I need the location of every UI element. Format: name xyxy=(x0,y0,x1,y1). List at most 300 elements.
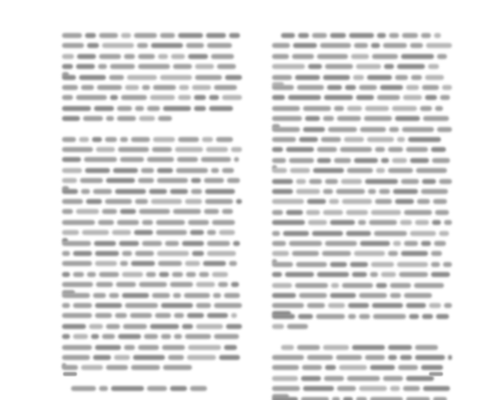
word-blur xyxy=(301,397,329,400)
word-blur xyxy=(62,168,82,173)
word-blur xyxy=(389,33,399,38)
word-blur xyxy=(117,220,139,225)
word-blur xyxy=(431,262,440,267)
text-line xyxy=(272,238,456,248)
word-blur xyxy=(272,220,305,225)
word-blur xyxy=(137,43,148,48)
word-blur xyxy=(95,303,122,308)
word-blur xyxy=(142,241,162,246)
word-blur xyxy=(397,262,428,267)
word-blur xyxy=(212,220,235,225)
word-blur xyxy=(393,189,418,194)
word-blur xyxy=(122,251,132,256)
word-blur xyxy=(320,43,351,48)
word-blur xyxy=(83,116,103,121)
word-blur xyxy=(157,168,173,173)
word-blur xyxy=(398,365,418,370)
word-blur xyxy=(115,313,127,318)
word-blur xyxy=(439,231,449,236)
word-blur xyxy=(381,272,396,277)
text-line xyxy=(62,217,246,227)
word-blur xyxy=(174,334,182,339)
word-blur xyxy=(439,179,452,184)
word-blur xyxy=(368,189,376,194)
word-blur xyxy=(190,386,207,391)
word-blur xyxy=(62,345,92,350)
word-blur xyxy=(375,147,385,152)
text-line xyxy=(62,321,245,331)
word-blur xyxy=(307,303,325,308)
word-blur xyxy=(121,33,131,38)
word-blur xyxy=(226,324,242,329)
word-blur xyxy=(113,168,138,173)
word-blur xyxy=(356,95,374,100)
word-blur xyxy=(431,272,450,277)
word-blur xyxy=(178,137,199,142)
text-line xyxy=(272,290,456,300)
word-blur xyxy=(62,272,70,277)
word-blur xyxy=(144,334,158,339)
word-blur xyxy=(292,54,314,59)
word-blur xyxy=(62,106,91,111)
word-blur xyxy=(373,314,406,319)
word-blur xyxy=(176,168,208,173)
word-blur xyxy=(296,262,327,267)
word-blur xyxy=(201,157,231,162)
word-blur xyxy=(131,261,155,266)
word-blur xyxy=(93,293,106,298)
word-blur xyxy=(93,355,111,360)
word-blur xyxy=(99,54,121,59)
word-blur xyxy=(155,313,171,318)
text-line xyxy=(62,51,246,61)
word-blur xyxy=(156,230,187,235)
word-blur xyxy=(321,137,341,142)
word-blur xyxy=(203,261,226,266)
text-line xyxy=(272,155,453,165)
word-blur xyxy=(402,127,434,132)
text-line xyxy=(62,279,242,289)
right-page-number xyxy=(429,372,443,376)
word-blur xyxy=(62,43,84,48)
text-line xyxy=(272,186,451,196)
word-blur xyxy=(196,324,223,329)
word-blur xyxy=(408,137,441,142)
word-blur xyxy=(399,272,428,277)
word-blur xyxy=(359,386,387,391)
word-blur xyxy=(331,283,339,288)
word-blur xyxy=(99,33,118,38)
word-blur xyxy=(329,199,339,204)
text-line xyxy=(62,362,195,372)
text-line xyxy=(272,248,445,258)
word-blur xyxy=(403,95,422,100)
word-blur xyxy=(162,345,185,350)
word-blur xyxy=(96,282,113,287)
word-blur xyxy=(317,158,331,163)
word-blur xyxy=(272,376,298,381)
word-blur xyxy=(388,355,397,360)
word-blur xyxy=(421,365,443,370)
text-line xyxy=(62,61,239,71)
word-blur xyxy=(295,283,328,288)
word-blur xyxy=(330,220,355,225)
word-blur xyxy=(62,293,90,298)
word-blur xyxy=(233,241,240,246)
text-line xyxy=(62,290,243,300)
text-line xyxy=(62,144,245,154)
word-blur xyxy=(323,116,334,121)
word-blur xyxy=(397,137,405,142)
word-blur xyxy=(287,324,308,329)
word-blur xyxy=(433,199,447,204)
word-blur xyxy=(312,231,343,236)
word-blur xyxy=(428,64,439,69)
word-blur xyxy=(297,345,320,350)
word-blur xyxy=(327,85,342,90)
word-blur xyxy=(334,158,351,163)
word-blur xyxy=(147,157,174,162)
word-blur xyxy=(272,272,282,277)
word-blur xyxy=(328,303,345,308)
word-blur xyxy=(390,293,401,298)
word-blur xyxy=(199,272,209,277)
word-blur xyxy=(414,283,444,288)
word-blur xyxy=(354,251,385,256)
word-blur xyxy=(328,127,357,132)
word-blur xyxy=(406,397,430,400)
word-blur xyxy=(272,95,285,100)
word-blur xyxy=(62,33,82,38)
word-blur xyxy=(434,33,441,38)
word-blur xyxy=(272,210,283,215)
word-blur xyxy=(272,179,293,184)
word-blur xyxy=(62,313,92,318)
text-line xyxy=(272,259,455,269)
word-blur xyxy=(62,147,93,152)
word-blur xyxy=(444,303,452,308)
word-blur xyxy=(330,33,346,38)
word-blur xyxy=(138,54,155,59)
word-blur xyxy=(174,313,184,318)
word-blur xyxy=(272,158,286,163)
word-blur xyxy=(139,282,167,287)
word-blur xyxy=(388,251,398,256)
word-blur xyxy=(392,158,407,163)
word-blur xyxy=(110,64,135,69)
word-blur xyxy=(96,147,115,152)
word-blur xyxy=(79,137,89,142)
word-blur xyxy=(87,272,96,277)
word-blur xyxy=(110,95,118,100)
word-blur xyxy=(409,314,419,319)
word-blur xyxy=(188,345,221,350)
word-blur xyxy=(272,355,304,360)
word-blur xyxy=(95,251,119,256)
word-blur xyxy=(62,355,90,360)
word-blur xyxy=(404,210,432,215)
text-line xyxy=(62,352,243,362)
word-blur xyxy=(272,303,304,308)
word-blur xyxy=(307,199,326,204)
word-blur xyxy=(436,314,449,319)
text-line xyxy=(62,258,240,268)
word-blur xyxy=(272,137,296,142)
word-blur xyxy=(332,397,340,400)
word-blur xyxy=(182,324,193,329)
word-blur xyxy=(376,168,385,173)
word-blur xyxy=(118,334,141,339)
word-blur xyxy=(410,231,436,236)
word-blur xyxy=(272,231,280,236)
word-blur xyxy=(152,147,172,152)
word-blur xyxy=(381,158,389,163)
word-blur xyxy=(109,293,119,298)
word-blur xyxy=(308,64,322,69)
word-blur xyxy=(281,345,294,350)
word-blur xyxy=(306,210,320,215)
word-blur xyxy=(303,386,334,391)
word-blur xyxy=(146,272,156,277)
word-blur xyxy=(272,251,289,256)
word-blur xyxy=(195,64,214,69)
word-blur xyxy=(442,85,452,90)
word-blur xyxy=(347,106,362,111)
word-blur xyxy=(377,33,386,38)
word-blur xyxy=(322,251,351,256)
word-blur xyxy=(296,179,306,184)
word-blur xyxy=(392,106,417,111)
word-blur xyxy=(229,261,237,266)
word-blur xyxy=(272,147,283,152)
word-blur xyxy=(346,231,371,236)
word-blur xyxy=(364,116,392,121)
word-blur xyxy=(62,75,76,80)
word-blur xyxy=(205,189,235,194)
word-blur xyxy=(191,189,202,194)
word-blur xyxy=(62,365,78,370)
word-blur xyxy=(171,54,185,59)
word-blur xyxy=(124,54,135,59)
word-blur xyxy=(384,64,394,69)
word-blur xyxy=(106,324,120,329)
text-line xyxy=(62,206,236,216)
text-line xyxy=(272,300,455,310)
word-blur xyxy=(417,199,430,204)
word-blur xyxy=(191,178,201,183)
word-blur xyxy=(62,157,81,162)
word-blur xyxy=(62,54,74,59)
word-blur xyxy=(272,85,294,90)
text-line xyxy=(272,228,452,238)
word-blur xyxy=(323,210,343,215)
word-blur xyxy=(402,33,418,38)
word-blur xyxy=(388,345,412,350)
word-blur xyxy=(337,386,356,391)
word-blur xyxy=(431,251,442,256)
text-line xyxy=(62,103,236,113)
word-blur xyxy=(99,386,108,391)
word-blur xyxy=(298,314,313,319)
word-blur xyxy=(272,241,286,246)
word-blur xyxy=(138,178,154,183)
word-blur xyxy=(204,178,224,183)
word-blur xyxy=(325,241,357,246)
text-line xyxy=(281,30,444,40)
word-blur xyxy=(142,220,153,225)
word-blur xyxy=(433,397,447,400)
word-blur xyxy=(105,137,117,142)
word-blur xyxy=(160,33,175,38)
word-blur xyxy=(410,158,429,163)
word-blur xyxy=(202,137,213,142)
word-blur xyxy=(272,397,298,400)
word-blur xyxy=(178,95,191,100)
word-blur xyxy=(175,147,203,152)
word-blur xyxy=(196,282,215,287)
word-blur xyxy=(281,33,295,38)
text-line xyxy=(272,321,311,331)
text-line xyxy=(272,269,453,279)
word-blur xyxy=(185,334,211,339)
word-blur xyxy=(325,64,353,69)
word-blur xyxy=(325,179,338,184)
word-blur xyxy=(147,106,160,111)
word-blur xyxy=(207,43,232,48)
text-line xyxy=(62,186,238,196)
word-blur xyxy=(184,293,210,298)
text-line xyxy=(62,30,243,40)
word-blur xyxy=(152,293,170,298)
word-blur xyxy=(141,168,154,173)
word-blur xyxy=(209,95,219,100)
word-blur xyxy=(406,303,426,308)
word-blur xyxy=(149,189,167,194)
word-blur xyxy=(160,75,192,80)
word-blur xyxy=(214,85,237,90)
text-line xyxy=(62,331,242,341)
word-blur xyxy=(370,365,395,370)
text-line xyxy=(272,362,446,372)
word-blur xyxy=(105,199,132,204)
word-blur xyxy=(134,33,157,38)
word-blur xyxy=(62,303,70,308)
word-blur xyxy=(359,314,370,319)
word-blur xyxy=(62,324,86,329)
word-blur xyxy=(120,137,128,142)
word-blur xyxy=(272,189,293,194)
word-blur xyxy=(272,64,305,69)
word-blur xyxy=(426,43,452,48)
text-line xyxy=(71,383,210,393)
word-blur xyxy=(157,251,189,256)
word-blur xyxy=(375,199,392,204)
word-blur xyxy=(109,75,124,80)
word-blur xyxy=(106,365,128,370)
word-blur xyxy=(125,303,158,308)
word-blur xyxy=(170,189,188,194)
word-blur xyxy=(272,106,300,111)
word-blur xyxy=(76,64,95,69)
word-blur xyxy=(161,303,193,308)
word-blur xyxy=(434,241,446,246)
word-blur xyxy=(296,189,320,194)
text-line xyxy=(62,196,245,206)
word-blur xyxy=(214,303,242,308)
text-line xyxy=(272,176,455,186)
word-blur xyxy=(81,189,90,194)
text-line xyxy=(62,310,240,320)
word-blur xyxy=(216,137,233,142)
word-blur xyxy=(303,127,325,132)
word-blur xyxy=(383,43,407,48)
word-blur xyxy=(98,64,107,69)
word-blur xyxy=(158,261,182,266)
word-blur xyxy=(371,210,401,215)
word-blur xyxy=(324,95,353,100)
word-blur xyxy=(297,85,324,90)
word-blur xyxy=(89,324,103,329)
word-blur xyxy=(131,137,150,142)
word-blur xyxy=(124,345,135,350)
word-blur xyxy=(272,386,300,391)
word-blur xyxy=(401,54,434,59)
word-blur xyxy=(286,147,314,152)
word-blur xyxy=(390,283,411,288)
word-blur xyxy=(122,293,149,298)
word-blur xyxy=(330,262,347,267)
word-blur xyxy=(95,345,121,350)
word-blur xyxy=(122,272,143,277)
word-blur xyxy=(207,313,228,318)
word-blur xyxy=(170,282,193,287)
text-line xyxy=(62,40,235,50)
word-blur xyxy=(185,199,202,204)
word-blur xyxy=(272,54,289,59)
word-blur xyxy=(168,355,184,360)
word-blur xyxy=(323,189,333,194)
word-blur xyxy=(99,272,119,277)
text-line xyxy=(272,92,453,102)
word-blur xyxy=(219,230,235,235)
word-blur xyxy=(207,241,230,246)
word-blur xyxy=(372,54,398,59)
word-blur xyxy=(224,345,237,350)
word-blur xyxy=(339,365,367,370)
word-blur xyxy=(336,189,365,194)
text-line xyxy=(272,165,450,175)
word-blur xyxy=(323,75,350,80)
word-blur xyxy=(360,241,390,246)
word-blur xyxy=(350,262,368,267)
word-blur xyxy=(62,220,95,225)
word-blur xyxy=(115,189,146,194)
word-blur xyxy=(388,147,403,152)
word-blur xyxy=(127,75,157,80)
word-blur xyxy=(118,147,149,152)
text-line xyxy=(272,124,455,134)
word-blur xyxy=(365,355,385,360)
word-blur xyxy=(163,106,191,111)
word-blur xyxy=(195,75,222,80)
word-blur xyxy=(62,189,78,194)
word-blur xyxy=(421,189,448,194)
word-blur xyxy=(229,33,240,38)
word-blur xyxy=(81,85,94,90)
word-blur xyxy=(354,158,378,163)
word-blur xyxy=(448,355,452,360)
word-blur xyxy=(173,293,181,298)
